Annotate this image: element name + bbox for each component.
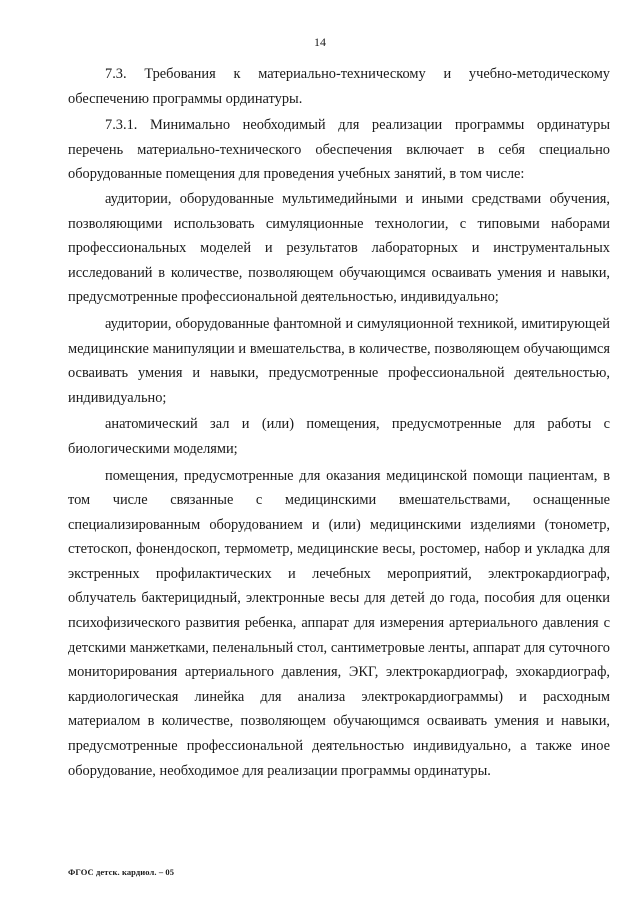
document-footer: ФГОС детск. кардиол. – 05 xyxy=(68,867,175,877)
page-number: 14 xyxy=(314,35,326,49)
document-body xyxy=(68,62,610,785)
list-item-multimedia-rooms: аудитории, оборудованные мультимедийными и иными средствами обучения, позволяющими использовать симуляционные технологии, с типовыми наборами профессиональных моделей и результатов лабораторных и инструментальных исследований в количестве, позволяющем обучающимся осваивать умения и навыки, предусмотренные профессиональной деятельностью, индивидуально; xyxy=(68,190,610,306)
list-item-anatomy-hall: анатомический зал и (или) помещения, предусмотренные для работы с биологическими моделями; xyxy=(68,416,610,457)
section-heading-7-3: 7.3. Требования к материально-техническому и учебно-методическому обеспечению программы ординатуры. xyxy=(68,66,610,107)
paragraph-7-3-1: 7.3.1. Минимально необходимый для реализации программы ординатуры перечень материально-технического обеспечения включает в себя специально оборудованные помещения для проведения учебных занятий, в том числе: xyxy=(68,117,610,183)
list-item-medical-rooms: помещения, предусмотренные для оказания медицинской помощи пациентам, в том числе связанные с медицинскими вмешательствами, оснащенные специализированным оборудованием и (или) медицинскими изделиями (тонометр, стетоскоп, фонендоскоп, термометр, медицинские весы, ростомер, набор и укладка для экстренных профилактических и лечебных мероприятий, электрокардиограф, облучатель бактерицидный, электронные весы для детей до года, пособия для оценки психофизического развития ребенка, аппарат для измерения артериального давления с детскими манжетками, пеленальный стол, сантиметровые ленты, аппарат для суточного мониторирования артериального давления, ЭКГ, электрокардиограф, эхокардиограф, кардиологическая линейка для анализа электрокардиограммы) и расходным материалом в количестве, позволяющем обучающимся осваивать умения и навыки, предусмотренные профессиональной деятельностью индивидуально, а также иное оборудование, необходимое для реализации программы ординатуры. xyxy=(68,467,610,779)
list-item-phantom-rooms: аудитории, оборудованные фантомной и симуляционной техникой, имитирующей медицинские манипуляции и вмешательства, в количестве, позволяющем обучающимся осваивать умения и навыки, предусмотренные профессиональной деятельностью, индивидуально; xyxy=(68,315,610,406)
